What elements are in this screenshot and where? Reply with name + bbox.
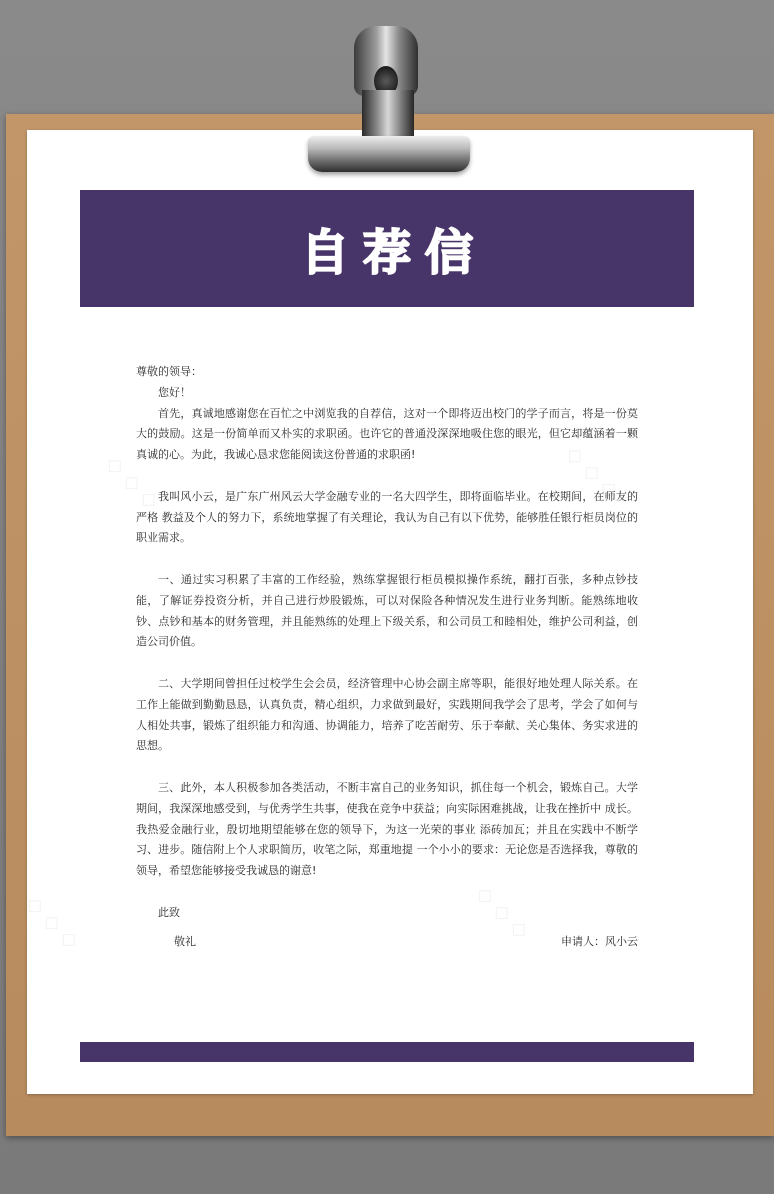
respect: 敬礼 xyxy=(174,934,196,948)
watermark: ◇ ◇ ◇ xyxy=(560,440,625,505)
binder-clip-icon xyxy=(296,26,480,176)
greeting: 您好！ xyxy=(158,385,191,399)
paragraph-intro: 首先，真诚地感谢您在百忙之中浏览我的自荐信，这对一个即将迈出校门的学子而言，将是一份莫大的鼓励。这是一份简单而又朴实的求职函。也许它的普通没深深地吸住您的眼光，但它却蕴涵着一颗真诚的心。为此，我诚心恳求您能阅读这份普通的求职函! xyxy=(136,406,638,462)
salutation: 尊敬的领导： xyxy=(136,365,202,378)
paragraph-self-intro: 我叫风小云，是广东广州风云大学金融专业的一名大四学生，即将面临毕业。在校期间，在师友的严格 教益及个人的努力下，系统地掌握了有关理论，我认为自己有以下优势，能够胜任银行柜员岗位的职业需求。 xyxy=(136,489,638,545)
watermark: ◇ ◇ ◇ xyxy=(20,890,85,955)
signoff-row xyxy=(136,932,638,953)
closing: 此致 xyxy=(158,905,180,919)
title-banner xyxy=(80,190,694,307)
clip-base xyxy=(308,136,470,172)
signature: 申请人：风小云 xyxy=(561,934,638,948)
paragraph-point-three: 三、此外，本人积极参加各类活动，不断丰富自己的业务知识，抓住每一个机会，锻炼自己。大学期间，我深深地感受到，与优秀学生共事，使我在竞争中获益；向实际困难挑战，让我在挫折中 成长。我热爱金融行业，殷切地期望能够在您的领导下，为这一光荣的事业 添砖加瓦；并且在实践中不断学习、进步。随信附上个人求职简历，收笔之际，郑重地提 一个小小的要求：无论您是否选择我，尊敬的领导，希望您能够接受我诚恳的谢意! xyxy=(136,780,638,878)
footer-bar xyxy=(80,1042,694,1062)
letter-body xyxy=(136,362,638,952)
paragraph-point-one: 一、通过实习积累了丰富的工作经验，熟练掌握银行柜员模拟操作系统，翻打百张，多种点钞技能，了解证券投资分析，并自己进行炒股锻炼，可以对保险各种情况发生进行业务判断。能熟练地收钞、点钞和基本的财务管理，并且能熟练的处理上下级关系，和公司员工和睦相处，维护公司利益，创造公司价值。 xyxy=(136,572,638,649)
watermark: ◇ ◇ ◇ xyxy=(470,880,535,945)
watermark: ◇ ◇ ◇ xyxy=(100,450,165,515)
letter-title: 自荐信 xyxy=(300,225,487,281)
paragraph-point-two: 二、大学期间曾担任过校学生会会员，经济管理中心协会副主席等职，能很好地处理人际关系。在工作上能做到勤勤恳恳，认真负责，精心组织，力求做到最好，实践期间我学会了思考，学会了如何与人相处共事，锻炼了组织能力和沟通、协调能力，培养了吃苦耐劳、乐于奉献、关心集体、务实求进的思想。 xyxy=(136,676,638,753)
